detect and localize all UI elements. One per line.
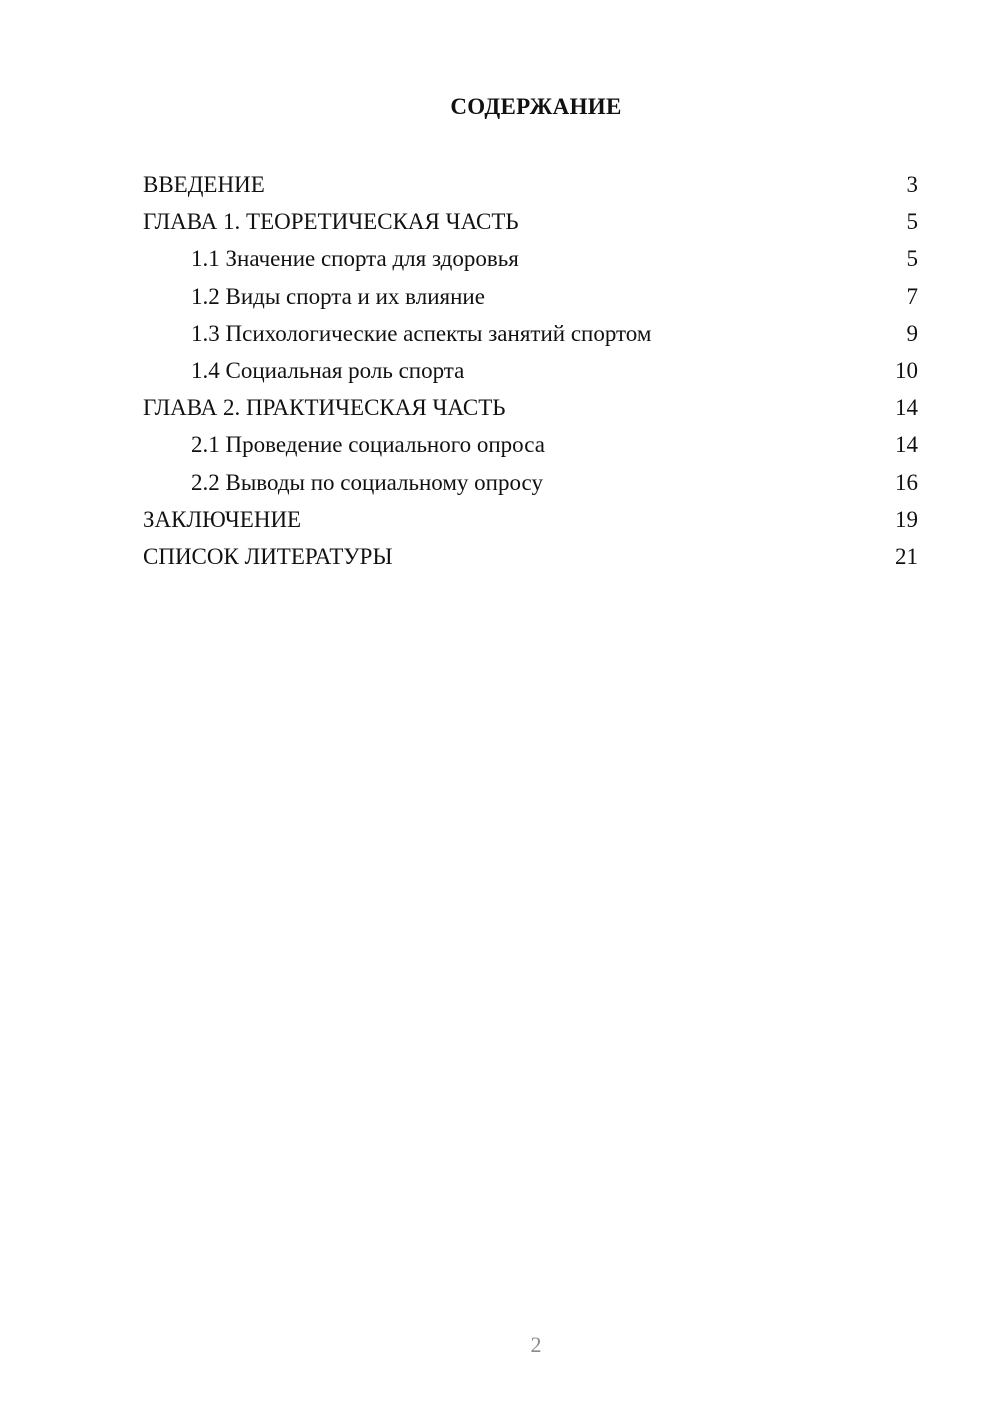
toc-entry-section-1-1[interactable] [143,242,918,279]
toc-entry-conclusion[interactable] [143,503,918,540]
toc-entry-section-1-2[interactable] [143,280,918,317]
toc-entry-label: ГЛАВА 2. ПРАКТИЧЕСКАЯ ЧАСТЬ [143,395,506,421]
toc-entry-references[interactable] [143,540,918,577]
toc-entry-page: 19 [895,506,918,532]
toc-entry-label: 1.1 Значение спорта для здоровья [191,246,519,272]
table-of-contents [143,168,918,577]
toc-entry-page: 16 [895,469,918,495]
toc-entry-label: 1.3 Психологические аспекты занятий спортом [191,320,652,346]
toc-entry-page: 7 [906,283,918,309]
toc-entry-page: 5 [906,209,918,235]
toc-entry-page: 9 [906,320,918,346]
page-number: 2 [530,1332,542,1357]
toc-entry-page: 14 [895,395,918,421]
toc-entry-label: ВВЕДЕНИЕ [143,172,265,197]
toc-entry-label: ГЛАВА 1. ТЕОРЕТИЧЕСКАЯ ЧАСТЬ [143,209,519,235]
toc-entry-label: ЗАКЛЮЧЕНИЕ [143,506,302,532]
page-title: СОДЕРЖАНИЕ [450,94,622,119]
toc-entry-introduction[interactable] [143,168,918,205]
toc-entry-page: 3 [906,172,918,197]
toc-entry-label: 1.2 Виды спорта и их влияние [191,283,485,309]
toc-entry-page: 21 [895,543,918,569]
toc-entry-page: 14 [895,432,918,458]
toc-entry-section-1-3[interactable] [143,317,918,354]
toc-entry-page: 10 [895,357,918,383]
toc-entry-label: 1.4 Социальная роль спорта [191,357,465,383]
toc-entry-page: 5 [906,246,918,272]
toc-entry-section-1-4[interactable] [143,354,918,391]
toc-entry-chapter-2[interactable] [143,391,918,428]
toc-entry-label: 2.1 Проведение социального опроса [191,432,545,458]
toc-entry-label: 2.2 Выводы по социальному опросу [191,469,543,495]
toc-entry-section-2-1[interactable] [143,428,918,465]
toc-entry-chapter-1[interactable] [143,205,918,242]
toc-entry-section-2-2[interactable] [143,466,918,503]
toc-entry-label: СПИСОК ЛИТЕРАТУРЫ [143,543,393,569]
